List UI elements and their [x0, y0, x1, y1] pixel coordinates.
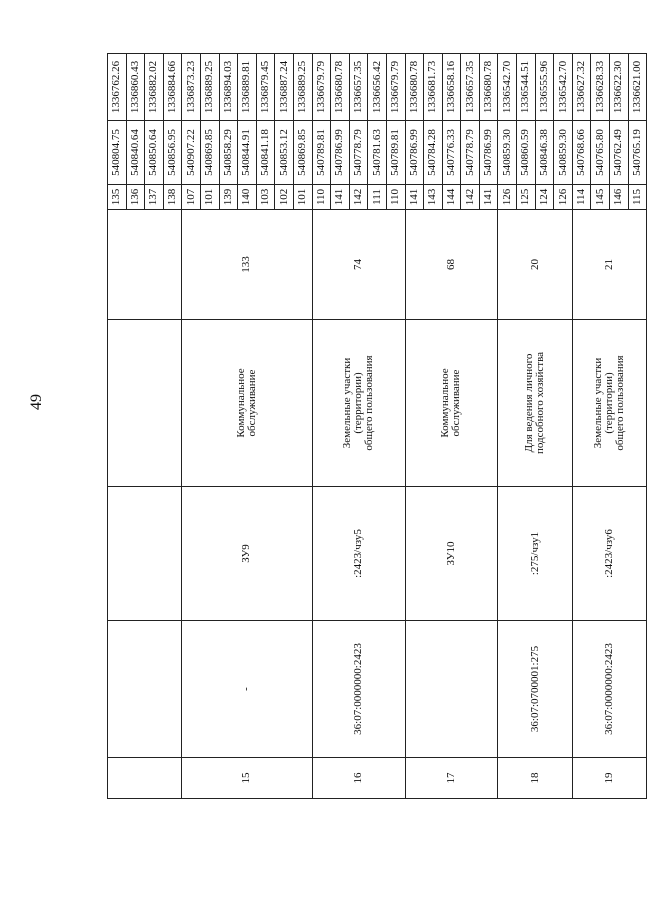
land-plot-cell: ЗУ9 [182, 487, 312, 621]
point-number-cell: 107 [182, 185, 201, 210]
point-number-cell: 101 [200, 185, 219, 210]
point-number-cell: 115 [628, 185, 647, 210]
x-coordinate-cell: 540786.99 [331, 121, 350, 185]
x-coordinate-cell: 540781.63 [368, 121, 387, 185]
point-number-cell: 146 [610, 185, 629, 210]
point-number-cell: 136 [126, 185, 145, 210]
x-coordinate-cell: 540844.91 [238, 121, 257, 185]
table-row [405, 54, 424, 799]
permitted-use-cell: Земельные участки (территории) общего пользования [572, 320, 646, 487]
x-coordinate-cell: 540776.33 [442, 121, 461, 185]
point-number-cell: 110 [386, 185, 405, 210]
cadastral-number-cell: - [182, 621, 312, 758]
y-coordinate-cell: 1336889.25 [293, 54, 312, 121]
y-coordinate-cell: 1336555.96 [535, 54, 554, 121]
y-coordinate-cell: 1336621.00 [628, 54, 647, 121]
table-row [572, 54, 591, 799]
area-cell: 68 [405, 210, 498, 320]
x-coordinate-cell: 540907.22 [182, 121, 201, 185]
point-number-cell: 144 [442, 185, 461, 210]
y-coordinate-cell: 1336657.35 [461, 54, 480, 121]
y-coordinate-cell: 1336542.70 [498, 54, 517, 121]
point-number-cell: 101 [293, 185, 312, 210]
x-coordinate-cell: 540778.79 [461, 121, 480, 185]
y-coordinate-cell: 1336628.33 [591, 54, 610, 121]
x-coordinate-cell: 540786.99 [405, 121, 424, 185]
y-coordinate-cell: 1336894.03 [219, 54, 238, 121]
x-coordinate-cell: 540841.18 [256, 121, 275, 185]
point-number-cell: 141 [479, 185, 498, 210]
y-coordinate-cell: 1336657.35 [349, 54, 368, 121]
y-coordinate-cell: 1336879.45 [256, 54, 275, 121]
table-row [182, 54, 201, 799]
y-coordinate-cell: 1336882.02 [145, 54, 164, 121]
y-coordinate-cell: 1336680.78 [479, 54, 498, 121]
y-coordinate-cell: 1336884.66 [163, 54, 182, 121]
x-coordinate-cell: 540869.85 [200, 121, 219, 185]
y-coordinate-cell: 1336887.24 [275, 54, 294, 121]
cadastral-number-cell: 36:07:0700001:275 [498, 621, 572, 758]
x-coordinate-cell: 540765.19 [628, 121, 647, 185]
y-coordinate-cell: 1336542.70 [554, 54, 573, 121]
y-coordinate-cell: 1336680.78 [405, 54, 424, 121]
y-coordinate-cell: 1336622.30 [610, 54, 629, 121]
row-number-cell: 19 [572, 758, 646, 799]
rotated-table-container [107, 54, 643, 799]
point-number-cell: 145 [591, 185, 610, 210]
x-coordinate-cell: 540846.38 [535, 121, 554, 185]
permitted-use-cell: Коммунальное обслуживание [182, 320, 312, 487]
y-coordinate-cell: 1336889.81 [238, 54, 257, 121]
row-number-cell: 15 [182, 758, 312, 799]
y-coordinate-cell: 1336889.25 [200, 54, 219, 121]
x-coordinate-cell: 540850.64 [145, 121, 164, 185]
x-coordinate-cell: 540858.29 [219, 121, 238, 185]
row-number-cell: 16 [312, 758, 405, 799]
page-number: 49 [28, 394, 45, 410]
land-plot-cell [108, 487, 182, 621]
land-plot-cell: ЗУ10 [405, 487, 498, 621]
cadastral-number-cell [108, 621, 182, 758]
permitted-use-cell [108, 320, 182, 487]
y-coordinate-cell: 1336544.51 [517, 54, 536, 121]
permitted-use-cell: Коммунальное обслуживание [405, 320, 498, 487]
y-coordinate-cell: 1336627.32 [572, 54, 591, 121]
area-cell [108, 210, 182, 320]
point-number-cell: 126 [554, 185, 573, 210]
area-cell: 74 [312, 210, 405, 320]
point-number-cell: 141 [331, 185, 350, 210]
permitted-use-cell: Для ведения личного подсобного хозяйства [498, 320, 572, 487]
y-coordinate-cell: 1336873.23 [182, 54, 201, 121]
y-coordinate-cell: 1336658.16 [442, 54, 461, 121]
point-number-cell: 110 [312, 185, 331, 210]
x-coordinate-cell: 540784.28 [424, 121, 443, 185]
x-coordinate-cell: 540853.12 [275, 121, 294, 185]
y-coordinate-cell: 1336762.26 [108, 54, 127, 121]
table-row [312, 54, 331, 799]
y-coordinate-cell: 1336860.43 [126, 54, 145, 121]
point-number-cell: 114 [572, 185, 591, 210]
area-cell: 20 [498, 210, 572, 320]
table-row [108, 54, 127, 799]
y-coordinate-cell: 1336681.73 [424, 54, 443, 121]
row-number-cell: 18 [498, 758, 572, 799]
table-row [498, 54, 517, 799]
y-coordinate-cell: 1336679.79 [312, 54, 331, 121]
land-plot-cell: :275/чзу1 [498, 487, 572, 621]
x-coordinate-cell: 540804.75 [108, 121, 127, 185]
point-number-cell: 142 [349, 185, 368, 210]
x-coordinate-cell: 540789.81 [386, 121, 405, 185]
point-number-cell: 142 [461, 185, 480, 210]
cadastral-number-cell: 36:07:0000000:2423 [312, 621, 405, 758]
y-coordinate-cell: 1336680.78 [331, 54, 350, 121]
area-cell: 21 [572, 210, 646, 320]
x-coordinate-cell: 540768.66 [572, 121, 591, 185]
point-number-cell: 126 [498, 185, 517, 210]
x-coordinate-cell: 540840.64 [126, 121, 145, 185]
area-cell: 133 [182, 210, 312, 320]
x-coordinate-cell: 540789.81 [312, 121, 331, 185]
point-number-cell: 103 [256, 185, 275, 210]
x-coordinate-cell: 540778.79 [349, 121, 368, 185]
x-coordinate-cell: 540859.30 [498, 121, 517, 185]
row-number-cell [108, 758, 182, 799]
x-coordinate-cell: 540765.80 [591, 121, 610, 185]
point-number-cell: 139 [219, 185, 238, 210]
point-number-cell: 102 [275, 185, 294, 210]
point-number-cell: 111 [368, 185, 387, 210]
point-number-cell: 125 [517, 185, 536, 210]
point-number-cell: 143 [424, 185, 443, 210]
point-number-cell: 137 [145, 185, 164, 210]
coordinates-table [107, 53, 647, 799]
row-number-cell: 17 [405, 758, 498, 799]
point-number-cell: 135 [108, 185, 127, 210]
permitted-use-cell: Земельные участки (территории) общего пользования [312, 320, 405, 487]
point-number-cell: 140 [238, 185, 257, 210]
point-number-cell: 138 [163, 185, 182, 210]
y-coordinate-cell: 1336679.79 [386, 54, 405, 121]
x-coordinate-cell: 540856.95 [163, 121, 182, 185]
x-coordinate-cell: 540869.85 [293, 121, 312, 185]
x-coordinate-cell: 540859.30 [554, 121, 573, 185]
x-coordinate-cell: 540786.99 [479, 121, 498, 185]
y-coordinate-cell: 1336656.42 [368, 54, 387, 121]
point-number-cell: 124 [535, 185, 554, 210]
land-plot-cell: :2423/чзу6 [572, 487, 646, 621]
land-plot-cell: :2423/чзу5 [312, 487, 405, 621]
point-number-cell: 141 [405, 185, 424, 210]
cadastral-number-cell [405, 621, 498, 758]
cadastral-number-cell: 36:07:0000000:2423 [572, 621, 646, 758]
x-coordinate-cell: 540762.49 [610, 121, 629, 185]
x-coordinate-cell: 540860.59 [517, 121, 536, 185]
